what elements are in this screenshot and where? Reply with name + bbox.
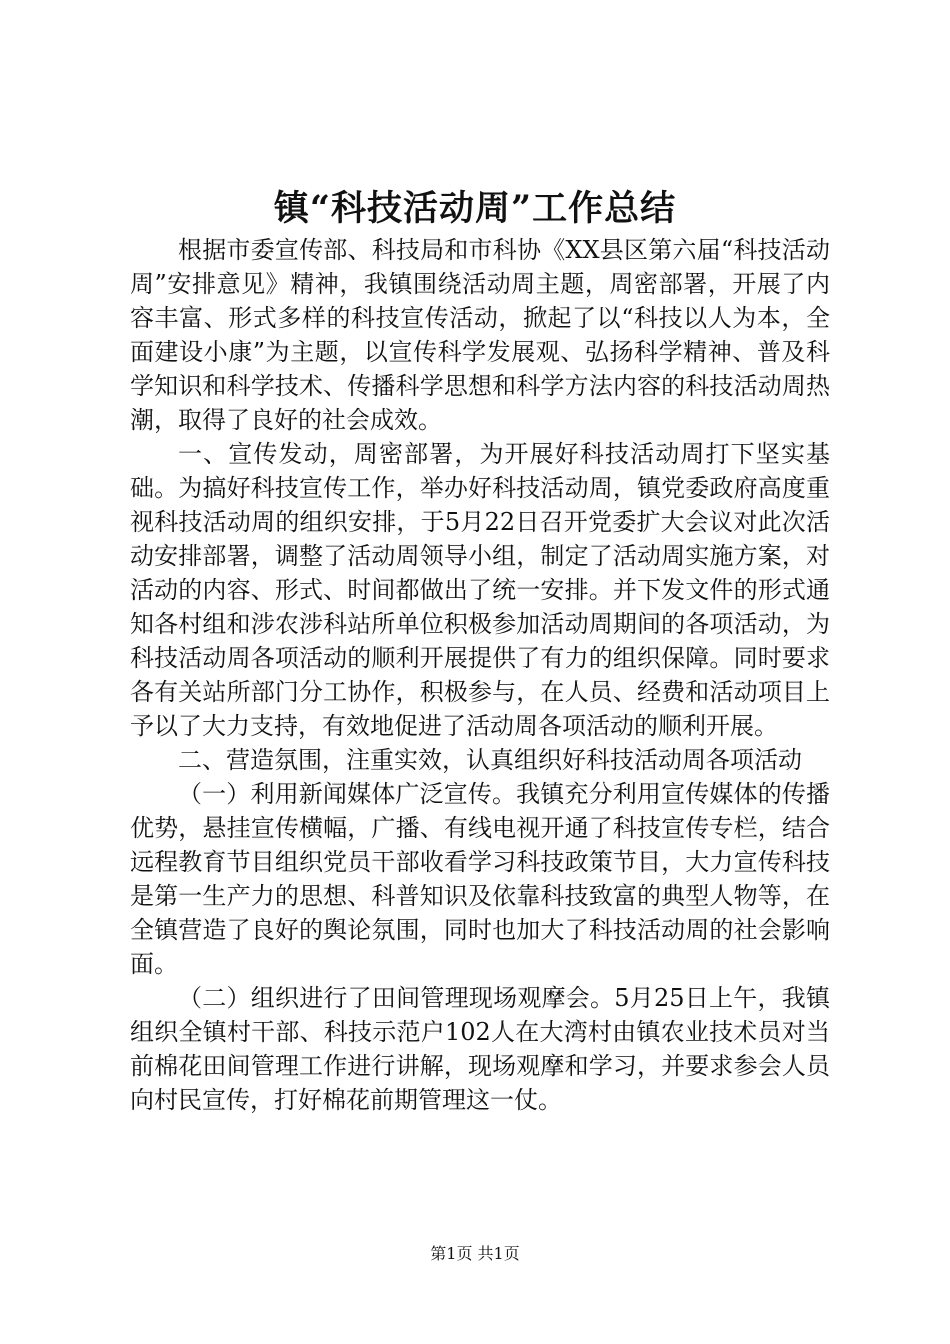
paragraph-section-1: 一、宣传发动，周密部署，为开展好科技活动周打下坚实基础。为搞好科技宣传工作，举办好科技活动周，镇党委政府高度重视科技活动周的组织安排，于5月22日召开党委扩大会议对此次活动安排部署，调整了活动周领导小组，制定了活动周实施方案，对活动的内容、形式、时间都做出了统一安排。并下发文件的形式通知各村组和涉农涉科站所单位积极参加活动周期间的各项活动，为科技活动周各项活动的顺利开展提供了有力的组织保障。同时要求各有关站所部门分工协作，积极参与，在人员、经费和活动项目上予以了大力支持，有效地促进了活动周各项活动的顺利开展。 [130, 440, 830, 740]
document-title: 镇“科技活动周”工作总结 [273, 188, 677, 229]
paragraph-intro: 根据市委宣传部、科技局和市科协《XX县区第六届“科技活动周”安排意见》精神，我镇围绕活动周主题，周密部署，开展了内容丰富、形式多样的科技宣传活动，掀起了以“科技以人为本，全面建设小康”为主题，以宣传科学发展观、弘扬科学精神、普及科学知识和科学技术、传播科学思想和科学方法内容的科技活动周热潮，取得了良好的社会成效。 [130, 236, 830, 434]
page-footer: 第1页 共1页 [430, 1244, 520, 1263]
paragraph-subsection-2: （二）组织进行了田间管理现场观摩会。5月25日上午，我镇组织全镇村干部、科技示范户102人在大湾村由镇农业技术员对当前棉花田间管理工作进行讲解，现场观摩和学习，并要求参会人员向村民宣传，打好棉花前期管理这一仗。 [130, 984, 830, 1114]
paragraph-section-2-heading: 二、营造氛围，注重实效，认真组织好科技活动周各项活动 [178, 746, 802, 774]
paragraph-subsection-1: （一）利用新闻媒体广泛宣传。我镇充分利用宣传媒体的传播优势，悬挂宣传横幅，广播、有线电视开通了科技宣传专栏，结合远程教育节目组织党员干部收看学习科技政策节目，大力宣传科技是第一生产力的思想、科普知识及依靠科技致富的典型人物等，在全镇营造了良好的舆论氛围，同时也加大了科技活动周的社会影响面。 [130, 780, 830, 978]
document-body [130, 233, 830, 1117]
